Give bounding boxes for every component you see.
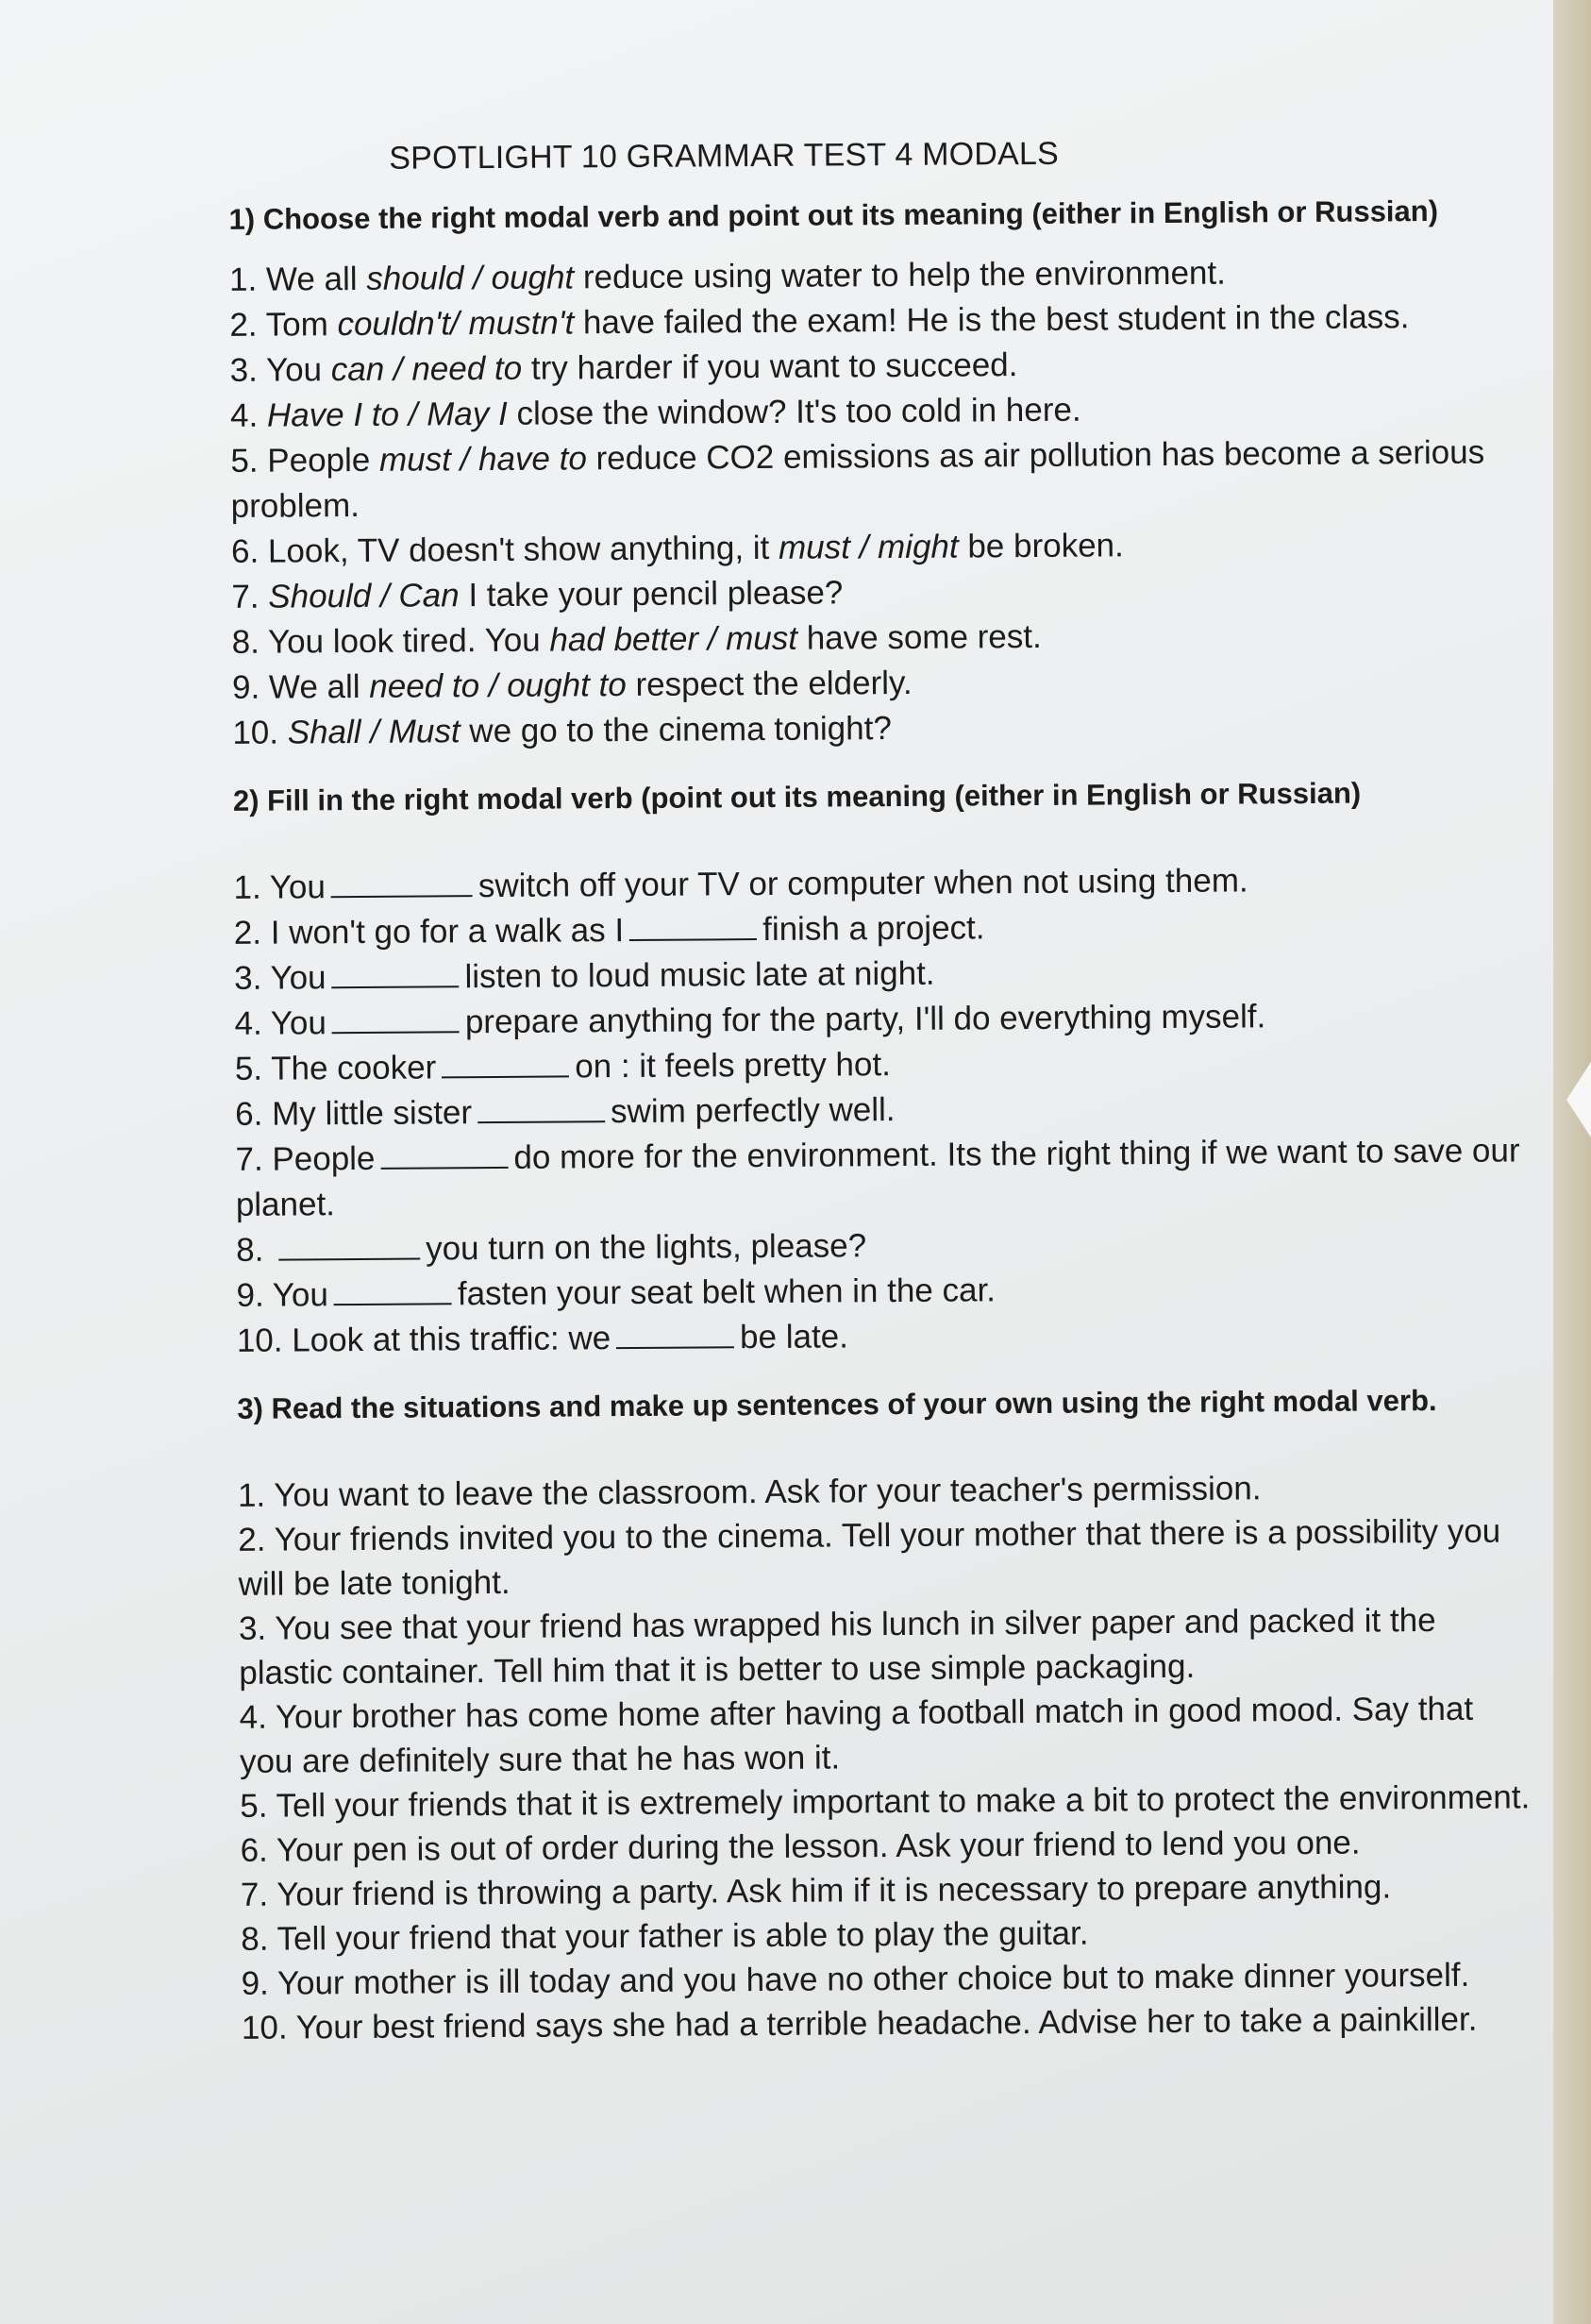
list-item: 5. Tell your friends that it is extremely important to make a bit to protect the environment. xyxy=(240,1778,1531,1825)
answer-blank[interactable] xyxy=(331,867,473,898)
list-item: 9. Your mother is ill today and you have no other choice but to make dinner yourself. xyxy=(241,1956,1470,2002)
modal-choice: couldn't/ mustn't xyxy=(337,304,575,344)
answer-blank[interactable] xyxy=(331,957,459,988)
list-item: 10. Your best friend says she had a terrible headache. Advise her to take a painkiller. xyxy=(241,2000,1478,2046)
list-item: 6. My little sister swim perfectly well. xyxy=(235,1091,896,1133)
list-item: 1. You want to leave the classroom. Ask for your teacher's permission. xyxy=(237,1470,1262,1514)
list-item: 9. You fasten your seat belt when in the car. xyxy=(236,1271,996,1314)
section-2-list xyxy=(233,856,1530,1364)
modal-choice: must / have to xyxy=(378,440,587,479)
answer-blank[interactable] xyxy=(332,1002,460,1034)
list-item: 7. Your friend is throwing a party. Ask him if it is necessary to prepare anything. xyxy=(240,1868,1392,1913)
page-title: SPOTLIGHT 10 GRAMMAR TEST 4 MODALS xyxy=(389,135,1060,177)
answer-blank[interactable] xyxy=(629,910,757,941)
answer-blank[interactable] xyxy=(477,1092,605,1123)
list-item: 8. You look tired. You had better / must have some rest. xyxy=(231,617,1042,661)
list-item: 2. Your friends invited you to the cinema. Tell your mother that there is a possibility you will be late tonight. xyxy=(238,1512,1501,1603)
list-item: 9. We all need to / ought to respect the elderly. xyxy=(231,664,913,706)
modal-choice: Shall / Must xyxy=(287,713,461,751)
modal-choice: must / might xyxy=(778,528,959,566)
modal-choice: need to / ought to xyxy=(369,666,627,705)
list-item: 2. I won't go for a walk as I finish a project. xyxy=(233,909,985,951)
modal-choice: can / need to xyxy=(330,349,523,389)
list-item: 8. you turn on the lights, please? xyxy=(236,1227,867,1269)
list-item: 4. You prepare anything for the party, I'll do everything myself. xyxy=(234,998,1266,1042)
list-item: 1. You switch off your TV or computer when not using them. xyxy=(233,862,1248,906)
answer-blank[interactable] xyxy=(616,1318,734,1349)
list-item: 7. People do more for the environment. Its the right thing if we want to save our planet. xyxy=(235,1132,1520,1223)
modal-choice: had better / must xyxy=(549,619,798,659)
list-item: 7. Should / Can I take your pencil please? xyxy=(231,574,844,615)
section-3 xyxy=(227,1383,1534,2050)
answer-blank[interactable] xyxy=(334,1274,452,1305)
answer-blank[interactable] xyxy=(442,1047,569,1078)
page-corner-marker xyxy=(1566,1062,1591,1137)
section-3-list xyxy=(238,1464,1534,2050)
list-item: 2. Tom couldn't/ mustn't have failed the exam! He is the best student in the class. xyxy=(229,298,1410,344)
list-item: 3. You can / need to try harder if you want to succeed. xyxy=(229,346,1018,389)
list-item: 1. We all should / ought reduce using water to help the environment. xyxy=(228,254,1227,298)
list-item: 4. Your brother has come home after having a football match in good mood. Say that you are definitely sure that he has won it. xyxy=(239,1690,1474,1780)
list-item: 10. Shall / Must we go to the cinema tonight? xyxy=(232,710,892,751)
list-item: 4. Have I to / May I close the window? It's too cold in here. xyxy=(229,391,1081,434)
list-item: 10. Look at this traffic: we be late. xyxy=(236,1318,849,1359)
list-item: 6. Look, TV doesn't show anything, it must / might be broken. xyxy=(230,527,1124,570)
test-content xyxy=(219,132,1534,2079)
list-item: 5. The cooker on : it feels pretty hot. xyxy=(234,1046,891,1087)
desk-background xyxy=(1553,0,1591,2324)
list-item: 3. You listen to loud music late at night. xyxy=(234,954,935,997)
modal-choice: should / ought xyxy=(366,259,575,297)
section-3-heading: 3) Read the situations and make up sentences of your own using the right modal verb. xyxy=(237,1384,1437,1425)
list-item: 5. People must / have to reduce CO2 emissions as air pollution has become a serious problem. xyxy=(230,433,1485,525)
list-item: 6. Your pen is out of order during the lesson. Ask your friend to lend you one. xyxy=(240,1824,1361,1869)
list-item: 8. Tell your friend that your father is able to play the guitar. xyxy=(241,1914,1089,1958)
section-1-list xyxy=(229,248,1526,756)
section-2-heading: 2) Fill in the right modal verb (point out its meaning (either in English or Russian) xyxy=(232,776,1362,817)
modal-choice: Should / Can xyxy=(268,577,460,615)
answer-blank[interactable] xyxy=(278,1230,420,1261)
modal-choice: Have I to / May I xyxy=(266,395,508,434)
list-item: 3. You see that your friend has wrapped his lunch in silver paper and packed it the plastic container. Tell him that it is better to use simple packaging. xyxy=(238,1602,1436,1692)
answer-blank[interactable] xyxy=(380,1138,508,1170)
section-1-heading: 1) Choose the right modal verb and point out its meaning (either in English or Russian) xyxy=(228,194,1439,236)
